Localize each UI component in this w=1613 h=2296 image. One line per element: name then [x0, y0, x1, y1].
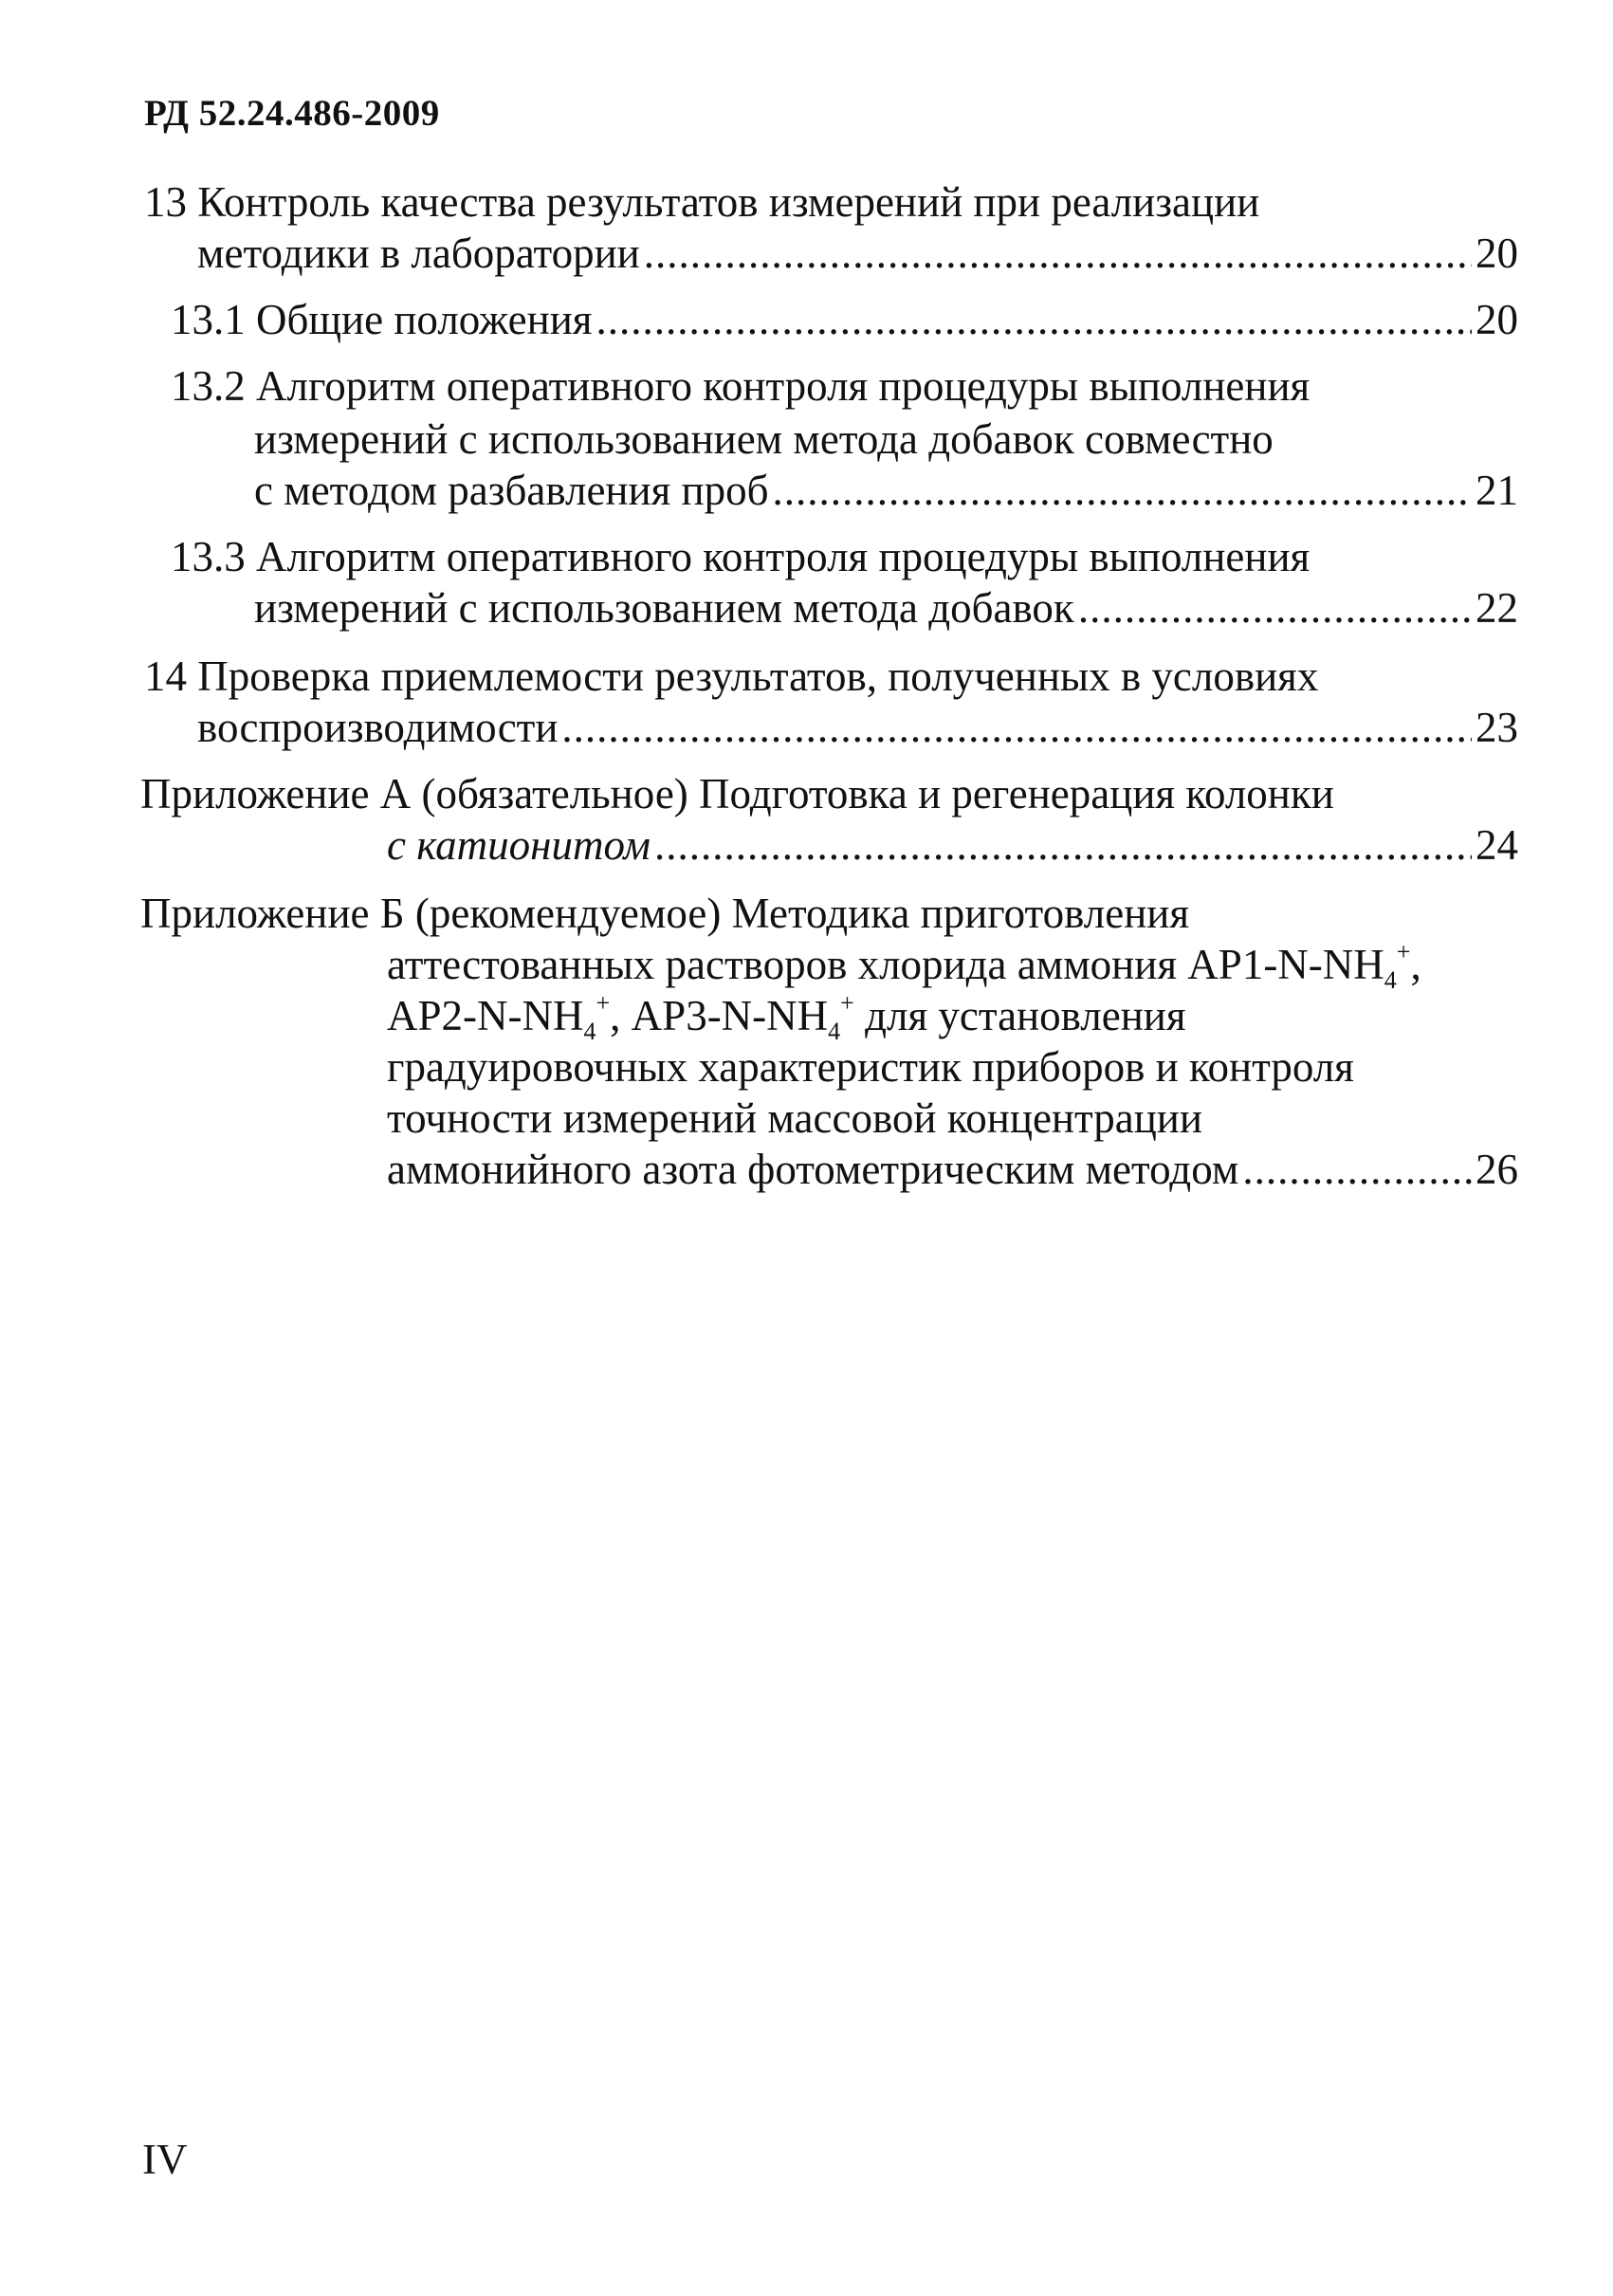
toc-entry-13-3-line1: 13.3 Алгоритм оперативного контроля процедуры выполнения [171, 533, 1311, 580]
leader-dots [773, 463, 1472, 518]
leader-dots [596, 292, 1472, 347]
toc-entry-13-2-page: 21 [1476, 467, 1518, 514]
toc-entry-13-page: 20 [1476, 230, 1518, 277]
toc-entry-13-2-line3[interactable] [254, 463, 1518, 518]
toc-text-fragment: , [1410, 941, 1421, 988]
leader-dots [1078, 580, 1472, 635]
toc-text-fragment: , АР3-N-NH [610, 992, 829, 1039]
toc-entry-13-3-text: измерений с использованием метода добавок [254, 584, 1074, 632]
toc-entry-13-2-text: с методом разбавления проб [254, 467, 769, 514]
toc-entry-appendix-b-line2 [387, 937, 1421, 992]
toc-entry-14-line1: 14 Проверка приемлемости результатов, полученных в условиях [144, 652, 1319, 700]
toc-entry-13-3-line2[interactable] [254, 580, 1518, 635]
toc-entry-13-text: методики в лаборатории [197, 230, 640, 277]
toc-entry-appendix-a-line2[interactable] [387, 817, 1518, 872]
toc-entry-14-text: воспроизводимости [197, 704, 559, 751]
page-number: IV [142, 2136, 188, 2183]
toc-entry-13-1[interactable] [171, 292, 1518, 347]
superscript: + [596, 989, 611, 1017]
toc-entry-13-2-line1: 13.2 Алгоритм оперативного контроля процедуры выполнения [171, 362, 1311, 410]
toc-entry-13-1-page: 20 [1476, 296, 1518, 343]
toc-entry-appendix-a-line1: Приложение А (обязательное) Подготовка и регенерация колонки [140, 770, 1334, 817]
subscript: 4 [583, 1018, 596, 1045]
toc-entry-appendix-b-line6[interactable] [387, 1142, 1518, 1197]
superscript: + [1396, 938, 1411, 965]
toc-entry-appendix-a-text: с катионитом [387, 821, 651, 869]
leader-dots [654, 817, 1472, 872]
toc-text-fragment: для установления [853, 992, 1186, 1039]
toc-entry-appendix-b-line1: Приложение Б (рекомендуемое) Методика приготовления [140, 890, 1190, 937]
subscript: 4 [1384, 966, 1397, 994]
toc-entry-13-1-text: 13.1 Общие положения [171, 296, 593, 343]
toc-entry-appendix-b-text: аммонийного азота фотометрическим методом [387, 1146, 1239, 1193]
toc-entry-14-line2[interactable] [197, 700, 1518, 755]
toc-entry-13-3-page: 22 [1476, 584, 1518, 632]
toc-entry-14-page: 23 [1476, 704, 1518, 751]
leader-dots [561, 700, 1472, 755]
toc-entry-13-2-line2: измерений с использованием метода добавок совместно [254, 415, 1274, 463]
toc-entry-appendix-b-page: 26 [1476, 1146, 1518, 1193]
toc-entry-appendix-b-line4: градуировочных характеристик приборов и контроля [387, 1043, 1354, 1091]
toc-entry-appendix-b-line5: точности измерений массовой концентрации [387, 1094, 1202, 1142]
toc-text-fragment: АР2-N-NH [387, 992, 584, 1039]
toc-text-fragment: аттестованных растворов хлорида аммония АР1-N-NH [387, 941, 1384, 988]
document-id: РД 52.24.486-2009 [144, 93, 440, 134]
superscript: + [840, 989, 854, 1017]
toc-entry-13-line2[interactable] [197, 226, 1518, 281]
toc-entry-13-line1: 13 Контроль качества результатов измерений при реализации [144, 178, 1260, 226]
leader-dots [1242, 1142, 1472, 1197]
toc-entry-appendix-b-line3 [387, 988, 1186, 1043]
subscript: 4 [828, 1018, 841, 1045]
leader-dots [644, 226, 1472, 281]
toc-entry-appendix-a-page: 24 [1476, 821, 1518, 869]
